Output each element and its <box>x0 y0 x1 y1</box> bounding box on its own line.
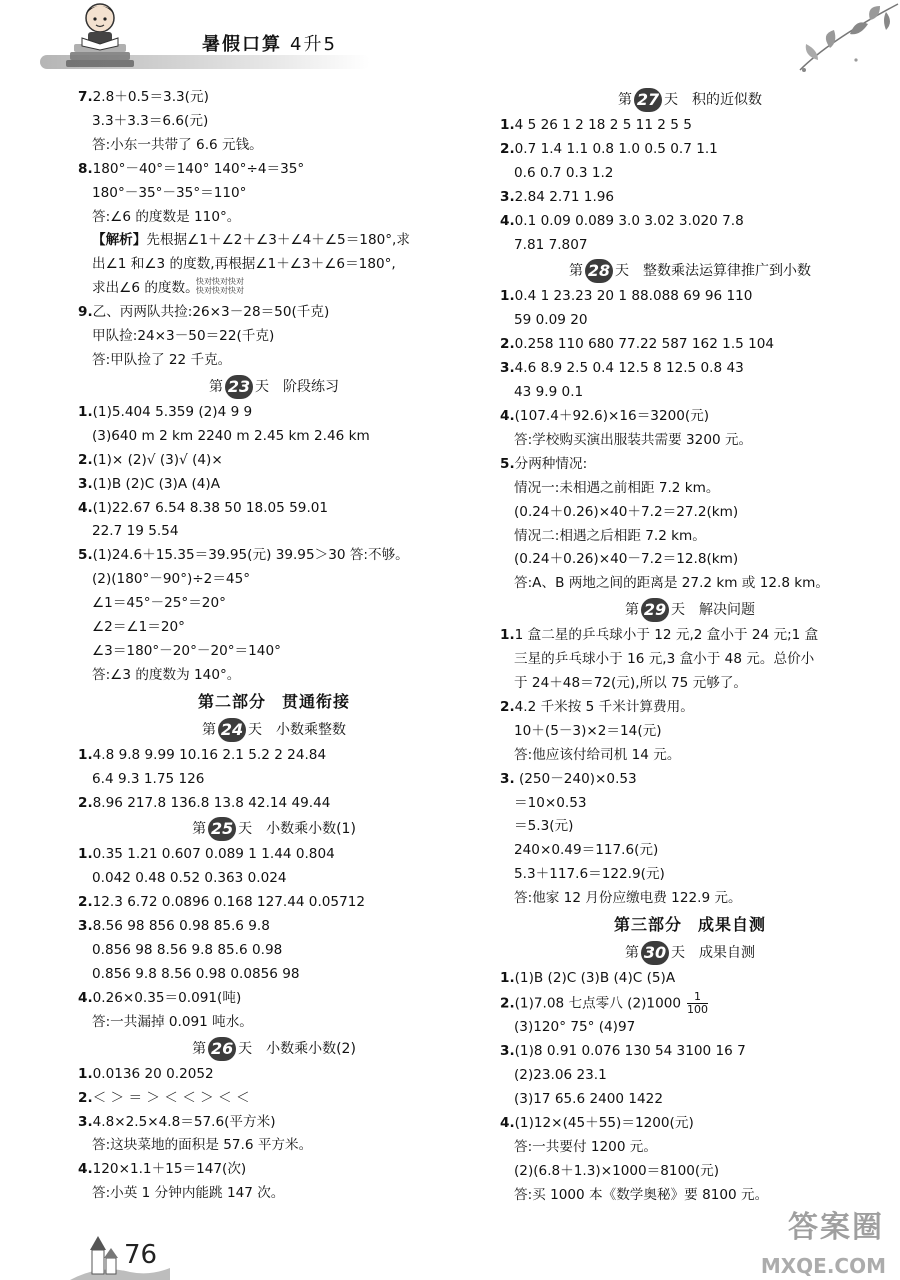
answer-line <box>500 333 880 357</box>
answer-line <box>500 381 880 405</box>
day-prefix: 第 <box>569 263 583 280</box>
right-answer-column <box>500 86 880 1208</box>
answer-line <box>78 963 470 987</box>
answer-text: 0.7 1.4 1.1 0.8 1.0 0.5 0.7 1.1 <box>514 140 718 157</box>
watermark-line: 快对快对快对 <box>196 286 244 295</box>
answer-line <box>500 285 880 309</box>
answer-text: (1)24.6＋15.35＝39.95(元) 39.95＞30 答:不够。 <box>92 547 409 564</box>
answer-text: ＜ ＞ ＝ ＞ ＜ ＜ ＞ ＜ ＜ <box>92 1089 250 1106</box>
answer-line <box>500 1016 880 1040</box>
answer-text: 于 24＋48＝72(元),所以 75 元够了。 <box>514 675 748 692</box>
answer-text: 4 5 26 1 2 18 2 5 11 2 5 5 <box>514 117 692 133</box>
answer-line <box>500 309 880 333</box>
answer-line <box>500 357 880 381</box>
answer-text: 答:学校购买演出服装共需要 3200 元。 <box>514 431 753 448</box>
watermark-text <box>196 277 244 295</box>
answer-text: 240×0.49＝117.6(元) <box>514 842 659 859</box>
answer-text: (0.24＋0.26)×40－7.2＝12.8(km) <box>514 551 739 568</box>
answer-line <box>500 815 880 839</box>
answer-text: 答:一共要付 1200 元。 <box>514 1138 657 1155</box>
question-number: 1. <box>78 403 93 420</box>
answer-text: (107.4＋92.6)×16＝3200(元) <box>514 407 710 424</box>
answer-text: 求出∠6 的度数。 <box>92 280 199 297</box>
answer-line <box>78 915 470 939</box>
answer-text: 先根据∠1＋∠2＋∠3＋∠4＋∠5＝180°,求 <box>146 232 410 249</box>
answer-line <box>78 939 470 963</box>
answer-text: 4.8×2.5×4.8＝57.6(平方米) <box>92 1113 276 1130</box>
answer-line <box>500 501 880 525</box>
answer-text: 2.84 2.71 1.96 <box>514 188 615 205</box>
day-number-badge: 28 <box>585 259 613 283</box>
answer-line <box>500 720 880 744</box>
answer-text: 0.856 98 8.56 9.8 85.6 0.98 <box>92 942 283 959</box>
header-band <box>40 55 370 69</box>
answer-text: 答:∠6 的度数是 110°。 <box>92 208 241 225</box>
answer-text: 答:小东一共带了 6.6 元钱。 <box>92 136 263 153</box>
branch-decoration <box>790 0 900 80</box>
day-number-badge: 30 <box>641 941 669 965</box>
answer-text: 22.7 19 5.54 <box>92 523 179 540</box>
answer-line <box>500 624 880 648</box>
answer-line <box>500 525 880 549</box>
day-suffix: 天 <box>255 378 269 395</box>
day-heading <box>500 596 880 624</box>
answer-text: 答:一共漏掉 0.091 吨水。 <box>92 1013 253 1030</box>
day-number-badge: 26 <box>208 1037 236 1061</box>
answer-line <box>500 967 880 991</box>
answer-text: 三星的乒乓球小于 16 元,3 盒小于 48 元。总价小 <box>514 651 815 668</box>
page-number: 76 <box>124 1240 158 1270</box>
answer-line <box>78 206 470 230</box>
question-number: 【解析】 <box>92 232 147 249</box>
section-part: 第二部分 <box>197 691 266 711</box>
answer-line <box>78 616 470 640</box>
answer-line <box>500 138 880 162</box>
answer-text: 0.4 1 23.23 20 1 88.088 69 96 110 <box>514 288 753 305</box>
answer-line <box>500 405 880 429</box>
day-suffix: 天 <box>238 821 253 838</box>
question-number: 4. <box>78 1161 93 1178</box>
day-suffix: 天 <box>238 1040 253 1057</box>
answer-text: 0.258 110 680 77.22 587 162 1.5 104 <box>514 336 775 353</box>
answer-text: 答:买 1000 本《数学奥秘》要 8100 元。 <box>514 1186 769 1203</box>
day-heading <box>500 86 880 114</box>
answer-text: (1)B (2)C (3)B (4)C (5)A <box>514 970 676 987</box>
answer-text: 答:甲队捡了 22 千克。 <box>92 351 232 368</box>
question-number: 4. <box>500 407 515 424</box>
question-number: 5. <box>500 455 515 472</box>
answer-text: (3)120° 75° (4)97 <box>514 1019 636 1036</box>
answer-line <box>78 867 470 891</box>
day-heading <box>500 257 880 285</box>
answer-line <box>78 664 470 688</box>
fraction <box>687 991 708 1016</box>
answer-text: (3)640 m 2 km 2240 m 2.45 km 2.46 km <box>92 427 370 444</box>
day-topic: 小数乘小数(1) <box>266 821 356 838</box>
question-number: 2. <box>78 1089 93 1106</box>
answer-text: (1)× (2)√ (3)√ (4)× <box>92 451 223 468</box>
answer-line <box>500 648 880 672</box>
day-prefix: 第 <box>192 1040 207 1057</box>
day-number-badge: 25 <box>208 817 236 841</box>
question-number: 2. <box>78 794 93 811</box>
question-number: 2. <box>500 698 515 715</box>
answer-line <box>500 768 880 792</box>
answer-line <box>500 453 880 477</box>
answer-text: ∠1＝45°－25°＝20° <box>92 595 226 612</box>
day-number-badge: 23 <box>225 375 253 399</box>
answer-line <box>500 1112 880 1136</box>
answer-text: 120×1.1＋15＝147(次) <box>92 1161 247 1178</box>
answer-line <box>78 891 470 915</box>
answer-line <box>78 497 470 521</box>
answer-line <box>78 473 470 497</box>
answer-text: 59 0.09 20 <box>514 312 588 329</box>
question-number: 1. <box>78 846 93 863</box>
answer-line <box>500 1064 880 1088</box>
answer-line <box>500 792 880 816</box>
answer-text: 8.56 98 856 0.98 85.6 9.8 <box>92 918 270 935</box>
day-suffix: 天 <box>671 602 685 619</box>
answer-line <box>500 839 880 863</box>
answer-text: 6.4 9.3 1.75 126 <box>92 770 205 787</box>
answer-line <box>78 110 470 134</box>
question-number: 3. <box>500 188 515 205</box>
answer-line <box>500 210 880 234</box>
answer-line <box>500 887 880 911</box>
question-number: 3. <box>78 918 93 935</box>
day-number-badge: 27 <box>634 88 662 112</box>
answer-line <box>78 1087 470 1111</box>
answer-text: ＝5.3(元) <box>514 818 574 835</box>
day-heading <box>78 716 470 744</box>
answer-line <box>78 182 470 206</box>
day-suffix: 天 <box>671 945 685 962</box>
answer-text: ＝10×0.53 <box>514 794 587 811</box>
answer-line <box>78 640 470 664</box>
answer-text: ∠2＝∠1＝20° <box>92 619 185 636</box>
day-topic: 积的近似数 <box>692 92 762 108</box>
answer-text: 1 盒二星的乒乓球小于 12 元,2 盒小于 24 元;1 盒 <box>514 627 819 644</box>
question-number: 4. <box>500 212 515 229</box>
answer-text: 分两种情况: <box>514 455 588 472</box>
answer-text: 情况二:相遇之后相距 7.2 km。 <box>514 527 706 544</box>
answer-text: 180°－40°＝140° 140°÷4＝35° <box>92 160 305 177</box>
answer-text: 0.856 9.8 8.56 0.98 0.0856 98 <box>92 966 300 982</box>
answer-line <box>78 592 470 616</box>
day-prefix: 第 <box>192 821 207 838</box>
day-topic: 小数乘小数(2) <box>266 1040 356 1057</box>
question-number: 3. <box>78 1113 93 1130</box>
answer-line <box>78 1134 470 1158</box>
question-number: 9. <box>78 304 93 321</box>
answer-line <box>78 544 470 568</box>
answer-line <box>500 1088 880 1112</box>
day-prefix: 第 <box>625 602 639 619</box>
day-suffix: 天 <box>248 721 262 738</box>
fraction-numerator: 1 <box>687 991 708 1004</box>
answer-text: (2)23.06 23.1 <box>514 1067 607 1084</box>
answer-text: 180°－35°－35°＝110° <box>92 184 247 201</box>
answer-text: 4.6 8.9 2.5 0.4 12.5 8 12.5 0.8 43 <box>514 360 744 377</box>
section-heading <box>500 911 880 939</box>
answer-text: 答:这块菜地的面积是 57.6 平方米。 <box>92 1137 313 1154</box>
page-header <box>0 0 900 80</box>
watermark-url: MXQE.COM <box>760 1254 886 1278</box>
answer-text: 出∠1 和∠3 的度数,再根据∠1＋∠3＋∠6＝180°, <box>92 256 396 273</box>
answer-text: 情况一:未相遇之前相距 7.2 km。 <box>514 479 720 496</box>
answer-line <box>78 229 470 253</box>
section-heading <box>78 688 470 716</box>
day-heading <box>78 815 470 843</box>
answer-text: 答:∠3 的度数为 140°。 <box>92 666 241 683</box>
question-number: 2. <box>500 336 515 353</box>
answer-text: (1)8 0.91 0.076 130 54 3100 16 7 <box>514 1043 746 1060</box>
day-heading <box>78 373 470 401</box>
question-number: 4. <box>500 1115 515 1132</box>
day-prefix: 第 <box>202 721 216 738</box>
day-heading <box>78 1035 470 1063</box>
answer-line <box>78 134 470 158</box>
day-prefix: 第 <box>625 945 639 962</box>
answer-text: 0.6 0.7 0.3 1.2 <box>514 164 614 181</box>
section-name: 贯通衔接 <box>282 691 351 711</box>
answer-text: 43 9.9 0.1 <box>514 384 584 401</box>
answer-line <box>78 520 470 544</box>
question-number: 3. <box>500 360 515 377</box>
day-topic: 小数乘整数 <box>276 721 346 738</box>
answer-line <box>78 425 470 449</box>
answer-line <box>78 1063 470 1087</box>
watermark-line: 快对快对快对 <box>196 277 244 286</box>
answer-line <box>78 86 470 110</box>
answer-text: (1)7.08 七点零八 (2)1000 <box>514 995 682 1012</box>
answer-text: 8.96 217.8 136.8 13.8 42.14 49.44 <box>92 794 331 811</box>
answer-text: 0.26×0.35＝0.091(吨) <box>92 989 242 1006</box>
answer-line <box>500 991 880 1016</box>
question-number: 1. <box>500 970 515 987</box>
question-number: 3. <box>500 770 515 787</box>
answer-text: 10＋(5－3)×2＝14(元) <box>514 722 662 739</box>
answer-text: 答:他应该付给司机 14 元。 <box>514 746 681 763</box>
answer-text: 甲队捡:24×3－50＝22(千克) <box>92 328 275 345</box>
answer-line <box>500 477 880 501</box>
fraction-denominator: 100 <box>687 1003 709 1016</box>
answer-text: 4.2 千米按 5 千米计算费用。 <box>514 698 694 715</box>
answer-text: 乙、丙两队共捡:26×3－28＝50(千克) <box>92 304 330 321</box>
answer-text: 0.35 1.21 0.607 0.089 1 1.44 0.804 <box>92 846 335 863</box>
answer-line <box>78 744 470 768</box>
day-suffix: 天 <box>664 92 678 108</box>
question-number: 4. <box>78 499 93 516</box>
answer-line <box>78 987 470 1011</box>
answer-line <box>500 1136 880 1160</box>
answer-line <box>78 1111 470 1135</box>
answer-line <box>78 325 470 349</box>
day-prefix: 第 <box>618 92 632 108</box>
answer-text: 7.81 7.807 <box>514 236 588 253</box>
answer-text: 3.3＋3.3＝6.6(元) <box>92 112 209 129</box>
section-part: 第三部分 <box>613 915 682 935</box>
answer-text: (3)17 65.6 2400 1422 <box>514 1091 663 1108</box>
answer-text: (1)22.67 6.54 8.38 50 18.05 59.01 <box>92 499 329 516</box>
answer-line <box>500 672 880 696</box>
question-number: 2. <box>500 995 515 1012</box>
day-heading <box>500 939 880 967</box>
day-topic: 成果自测 <box>699 945 755 962</box>
question-number: 4. <box>78 989 93 1006</box>
answer-line <box>78 843 470 867</box>
answer-line <box>78 568 470 592</box>
book-title: 暑假口算 <box>202 34 282 55</box>
answer-line <box>78 1182 470 1206</box>
question-number: 5. <box>78 547 93 564</box>
question-number: 1. <box>78 746 93 763</box>
answer-text: (2)(6.8＋1.3)×1000＝8100(元) <box>514 1162 720 1179</box>
answer-line <box>500 744 880 768</box>
question-number: 1. <box>500 288 515 305</box>
day-topic: 整数乘法运算律推广到小数 <box>643 263 811 280</box>
answer-text: 0.0136 20 0.2052 <box>92 1065 214 1082</box>
answer-text: 答:他家 12 月份应缴电费 122.9 元。 <box>514 890 742 907</box>
answer-line <box>500 863 880 887</box>
answer-text: (1)12×(45＋55)＝1200(元) <box>514 1115 694 1132</box>
answer-line <box>500 696 880 720</box>
answer-line <box>78 277 470 301</box>
answer-text: 答:小英 1 分钟内能跳 147 次。 <box>92 1185 285 1202</box>
day-topic: 阶段练习 <box>283 378 339 395</box>
question-number: 1. <box>500 117 515 133</box>
answer-line <box>78 1011 470 1035</box>
answer-text: 2.8＋0.5＝3.3(元) <box>92 89 209 105</box>
answer-line <box>78 449 470 473</box>
answer-line <box>500 1160 880 1184</box>
day-suffix: 天 <box>615 263 629 280</box>
answer-line <box>500 186 880 210</box>
question-number: 2. <box>78 451 93 468</box>
answer-line <box>500 429 880 453</box>
answer-text: (250－240)×0.53 <box>514 770 637 787</box>
question-number: 1. <box>78 1065 93 1082</box>
grade-label: 4升5 <box>290 34 337 55</box>
day-prefix: 第 <box>209 378 223 395</box>
answer-text: (2)(180°－90°)÷2＝45° <box>92 571 251 588</box>
left-answer-column <box>78 86 470 1206</box>
answer-line <box>78 401 470 425</box>
answer-line <box>78 158 470 182</box>
answer-line <box>500 114 880 138</box>
answer-text: (1)5.404 5.359 (2)4 9 9 <box>92 403 253 420</box>
answer-text: 12.3 6.72 0.0896 0.168 127.44 0.05712 <box>92 894 366 911</box>
answer-text: 0.042 0.48 0.52 0.363 0.024 <box>92 870 287 887</box>
answer-line <box>78 1158 470 1182</box>
answer-line <box>78 792 470 816</box>
answer-line <box>500 572 880 596</box>
question-number: 1. <box>500 627 515 644</box>
answer-line <box>78 253 470 277</box>
question-number: 3. <box>78 475 93 492</box>
answer-line <box>78 768 470 792</box>
answer-text: 0.1 0.09 0.089 3.0 3.02 3.020 7.8 <box>514 212 744 229</box>
answer-text: 5.3＋117.6＝122.9(元) <box>514 866 665 883</box>
answer-text: 4.8 9.8 9.99 10.16 2.1 5.2 2 24.84 <box>92 746 327 763</box>
section-name: 成果自测 <box>698 915 767 935</box>
day-number-badge: 24 <box>218 718 246 742</box>
answer-line <box>500 1040 880 1064</box>
answer-text: (1)B (2)C (3)A (4)A <box>92 475 221 492</box>
question-number: 2. <box>78 894 93 911</box>
answer-text: ∠3＝180°－20°－20°＝140° <box>92 642 281 659</box>
answer-line <box>78 301 470 325</box>
answer-text: (0.24＋0.26)×40＋7.2＝27.2(km) <box>514 503 739 520</box>
day-number-badge: 29 <box>641 598 669 622</box>
answer-line <box>500 162 880 186</box>
answer-line <box>500 548 880 572</box>
answer-line <box>78 349 470 373</box>
header-title <box>202 30 337 56</box>
day-topic: 解决问题 <box>699 602 755 619</box>
answer-line <box>500 234 880 258</box>
watermark-stamp: 答案圈 <box>788 1210 884 1245</box>
question-number: 8. <box>78 160 93 177</box>
question-number: 2. <box>500 140 515 157</box>
question-number: 3. <box>500 1043 515 1060</box>
question-number: 7. <box>78 89 93 105</box>
answer-text: 答:A、B 两地之间的距离是 27.2 km 或 12.8 km。 <box>514 575 830 592</box>
